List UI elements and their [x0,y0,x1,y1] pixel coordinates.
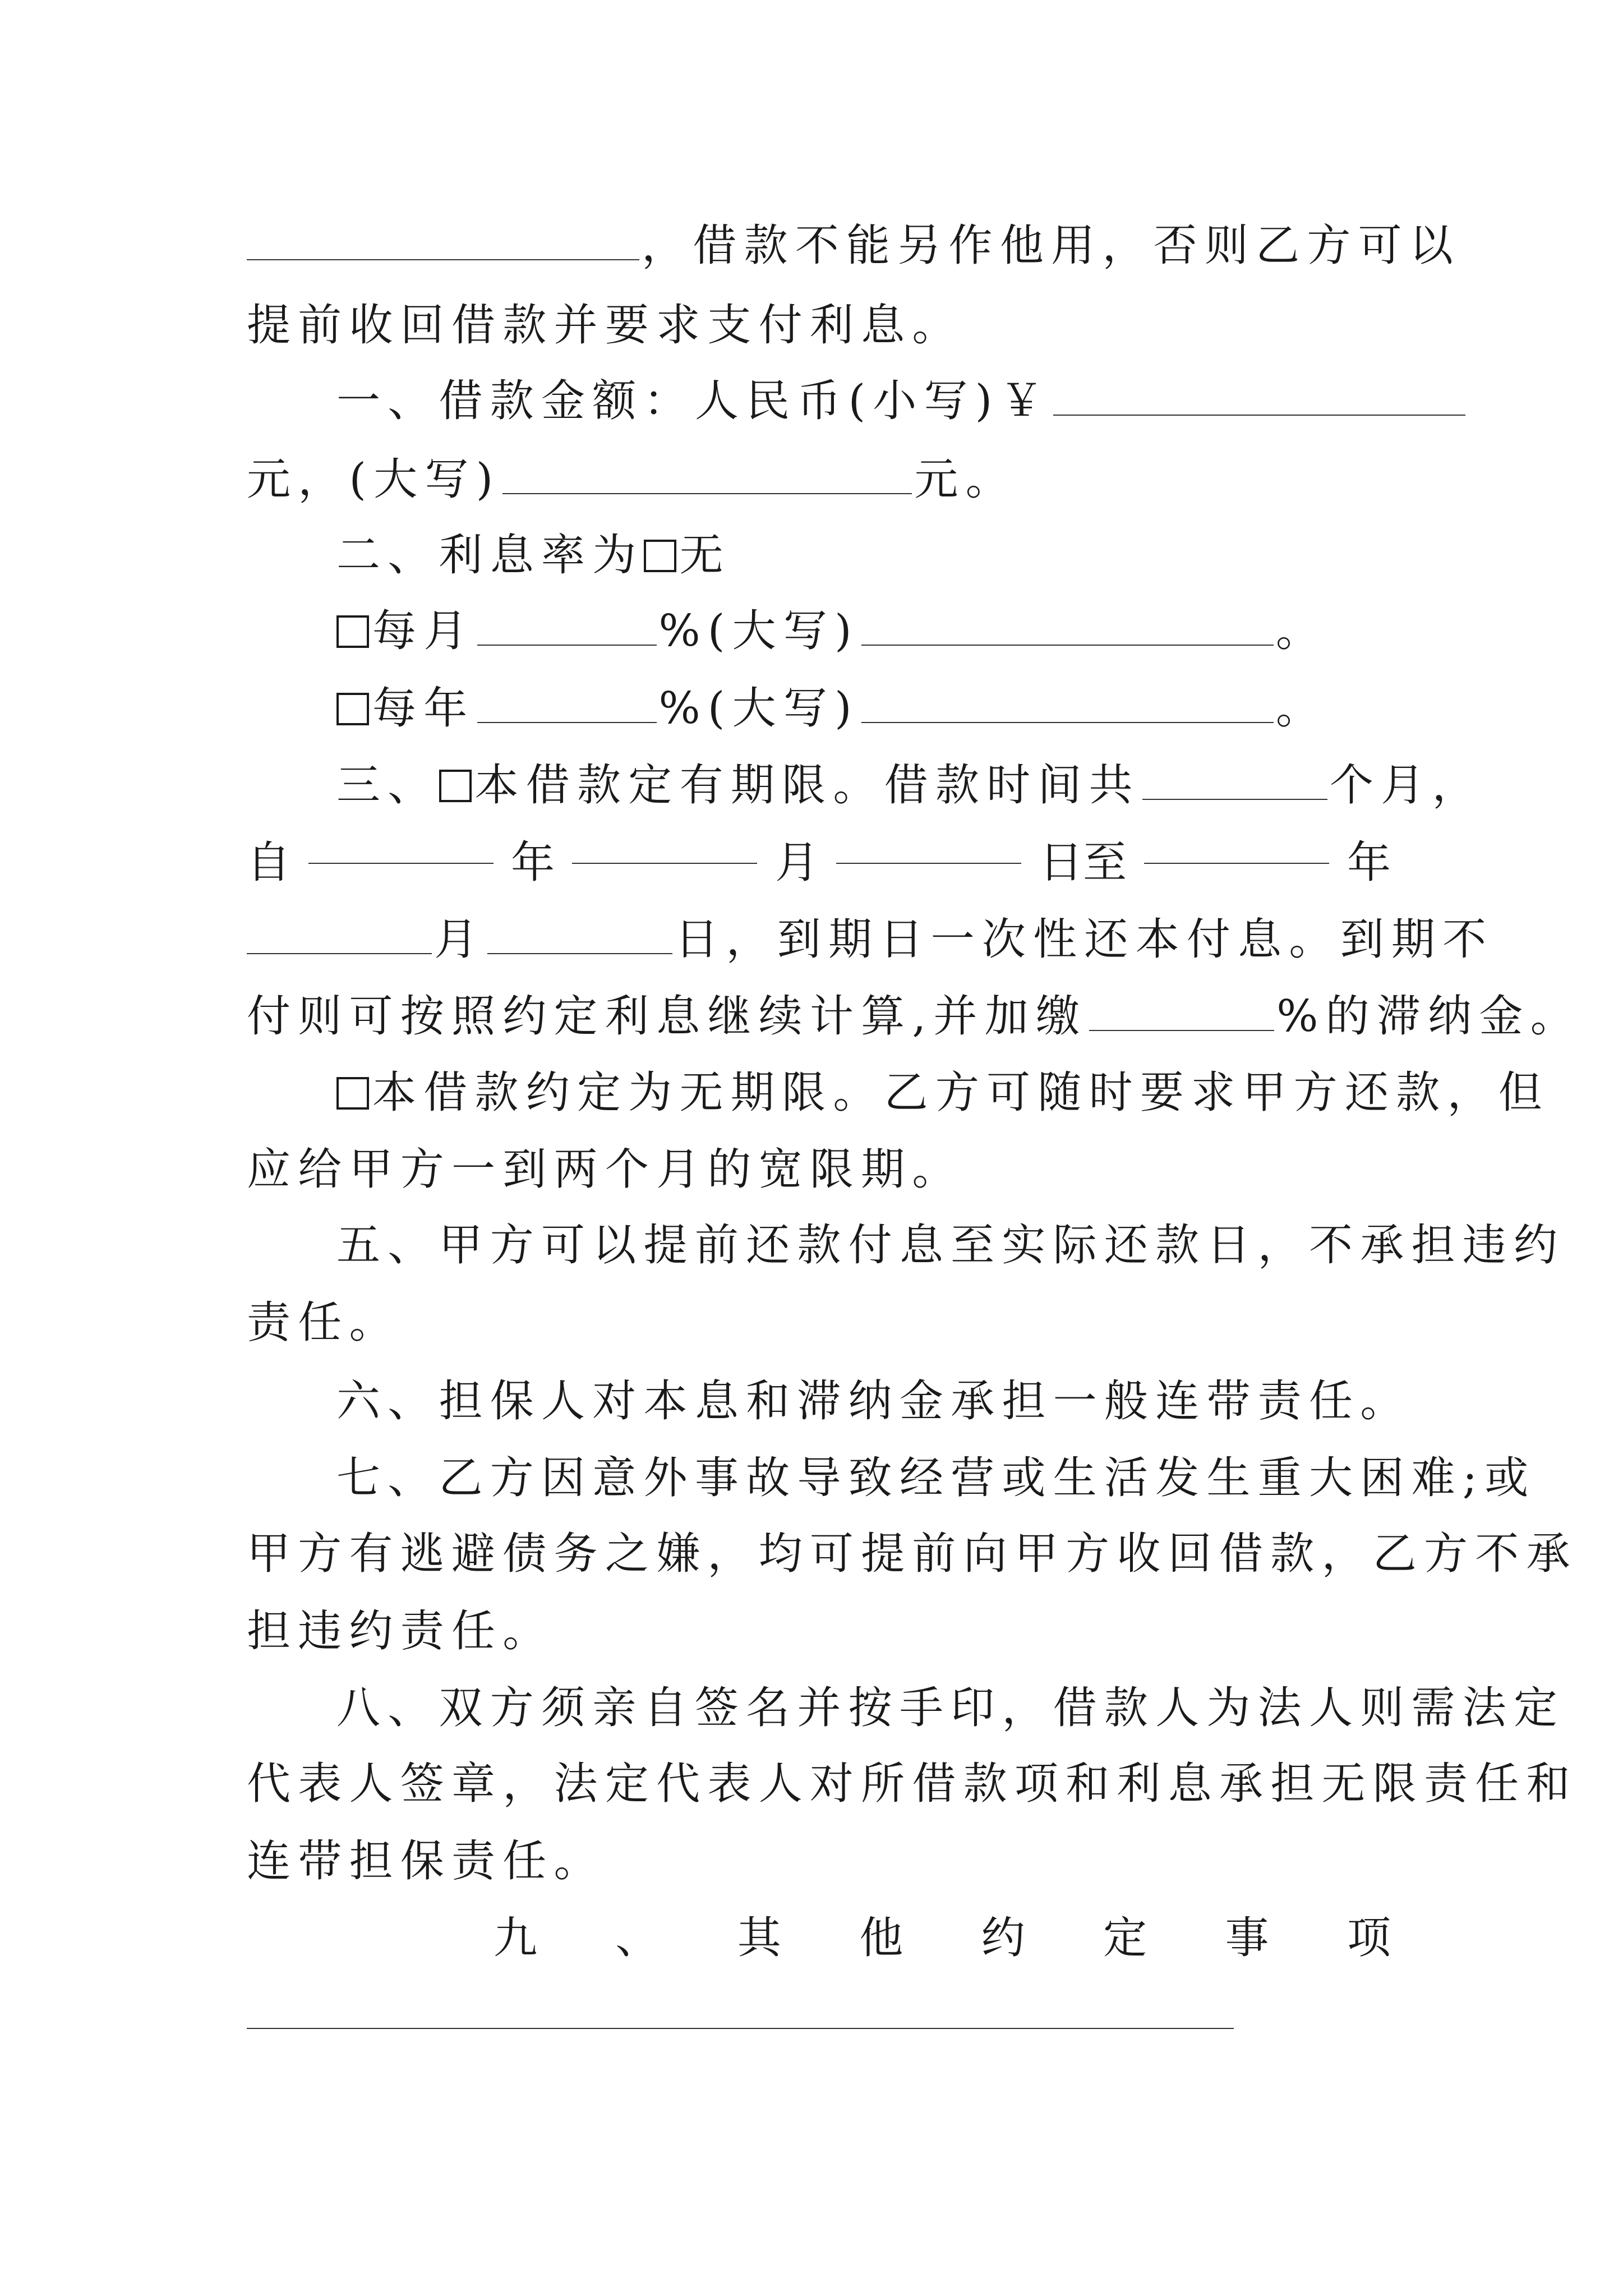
clause-9-char: 事 [1225,1913,1269,1963]
amount-daxie-blank [502,454,912,494]
clause-8-line-1: 八、双方须亲自签名并按手印，借款人为法人则需法定 [336,1683,1565,1733]
end-day-blank [487,914,672,954]
yearly-label: 每年 [372,683,475,734]
monthly-label: 每月 [372,606,475,656]
grace-period-text: 应给甲方一到两个月的宽限期。 [247,1144,963,1195]
clause-9-char: 他 [859,1913,903,1963]
purpose-blank [247,220,639,260]
clause-5 [336,1206,1565,1285]
clause-5-text: 五、甲方可以提前还款付息至实际还款日，不承担违约 [336,1220,1565,1271]
yearly-end: 。 [1275,683,1327,734]
yearly-pct-label: %(大写) [658,683,859,734]
months-unit: 个月， [1329,760,1483,811]
clause-7-line-1: 七、乙方因意外事故导致经营或生活发生重大困难;或 [336,1453,1536,1503]
option-none-label: 无 [679,530,731,581]
monthly-pct-label: %(大写) [658,606,859,656]
end-year-blank [1144,823,1329,864]
purpose-continuation [247,286,1391,365]
clause-9-char: 定 [1103,1913,1147,1963]
clause-9-heading [494,1899,1391,1977]
checkbox-fixed-term[interactable] [439,770,472,802]
fixed-term-text: 本借款定有期限。借款时间共 [474,760,1140,811]
interest-yearly [336,669,1391,748]
clause-8-line-3: 连带担保责任。 [247,1836,605,1887]
late-fee-text: 付则可按照约定利息继续计算,并加缴 [247,991,1087,1042]
late-fee-blank [1089,991,1274,1031]
interest-label: 二、利息率为 [336,530,644,581]
purpose-line [247,206,1461,285]
start-month-blank [572,823,757,864]
no-term-continuation [247,1130,1391,1209]
clause-5-continuation [247,1283,1391,1362]
clause-8-line-2-wrap [247,1745,1578,1823]
late-fee-unit: %的滞纳金。 [1276,991,1581,1042]
checkbox-yearly[interactable] [336,693,369,725]
clause-7-line-3-wrap [247,1592,1391,1671]
monthly-rate-blank [477,605,657,646]
late-fee-line [247,977,1581,1056]
clause-6 [336,1362,1412,1441]
year-label: 年 [510,838,555,888]
clause-7 [336,1439,1536,1517]
clause-1-daxie [247,440,1391,519]
amount-lowercase-blank [1053,375,1465,416]
interest-monthly [336,592,1391,670]
clause-9-char: 、 [615,1913,660,1963]
repayment-text: 日，到期日一次性还本付息。到期不 [675,914,1494,965]
clause-7-line-2: 甲方有逃避债务之嫌，均可提前向甲方收回借款，乙方不承 [247,1529,1578,1579]
checkbox-none[interactable] [644,540,676,572]
term-end [247,900,1494,979]
monthly-daxie-blank [861,605,1274,646]
clause-9-char: 项 [1347,1913,1391,1963]
clause-1-amount [336,362,1391,440]
start-day-blank [836,823,1021,864]
clause-8-line-3-wrap [247,1822,1391,1901]
end-year-label: 年 [1347,838,1391,888]
monthly-end: 。 [1275,606,1327,656]
clause-8 [336,1669,1565,1747]
yearly-daxie-blank [861,683,1274,723]
no-term-text: 本借款约定为无期限。乙方可随时要求甲方还款，但 [372,1068,1550,1118]
checkbox-no-term[interactable] [336,1077,369,1110]
clause-5-cont-text: 责任。 [247,1297,400,1348]
clause-9-char: 约 [981,1913,1025,1963]
clause-2-interest [336,516,1391,595]
amount-label: 一、借款金额：人民币(小写)￥ [336,376,1051,426]
months-blank [1142,760,1327,800]
clause-7-line-2-wrap [247,1515,1578,1593]
other-terms-blank-line[interactable] [247,2028,1234,2029]
clause-9-char: 九 [494,1913,538,1963]
clause-6-text: 六、担保人对本息和滞纳金承担一般连带责任。 [336,1376,1412,1427]
month-label: 月 [774,838,819,888]
clause-8-line-2: 代表人签章，法定代表人对所借款项和利息承担无限责任和 [247,1759,1578,1809]
term-dates [247,823,1391,902]
start-year-blank [308,823,494,864]
end-month-blank [247,914,432,954]
clause-3-term [336,746,1483,825]
end-month-label: 月 [434,914,486,965]
yearly-rate-blank [477,683,657,723]
purpose-text: ，借款不能另作他用，否则乙方可以 [642,220,1461,271]
clause-3-number: 三、 [336,760,439,811]
clause-7-line-3: 担违约责任。 [247,1606,554,1657]
clause-9-char: 其 [737,1913,781,1963]
day-to-label: 日至 [1039,838,1127,888]
amount-daxie-label: 元，(大写) [247,454,501,505]
checkbox-monthly[interactable] [336,615,369,648]
amount-unit: 元。 [914,454,1017,505]
no-term-option [336,1053,1550,1132]
purpose-continuation-text: 提前收回借款并要求支付利息。 [247,300,963,351]
date-from-label: 自 [247,838,291,888]
